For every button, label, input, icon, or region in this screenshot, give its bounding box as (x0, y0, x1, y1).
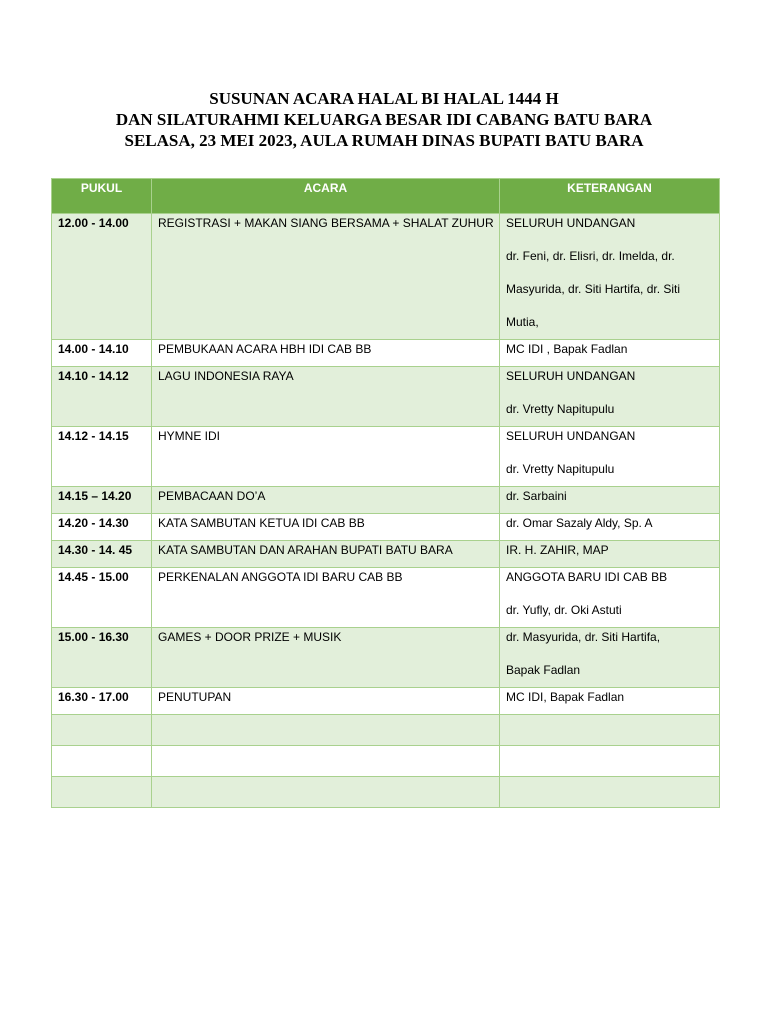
event-text: PERKENALAN ANGGOTA IDI BARU CAB BB (158, 570, 403, 584)
note-line: MC IDI , Bapak Fadlan (506, 342, 628, 356)
table-row (52, 367, 720, 427)
time-text: 16.30 - 17.00 (58, 690, 129, 704)
note-line: Masyurida, dr. Siti Hartifa, dr. Siti (506, 282, 681, 296)
table-row (52, 688, 720, 715)
event-text: PEMBACAAN DO’A (158, 489, 266, 503)
time-text: 12.00 - 14.00 (58, 216, 129, 230)
document-title (0, 88, 768, 151)
event-text: PENUTUPAN (158, 690, 232, 704)
time-text: 14.45 - 15.00 (58, 570, 129, 584)
event-cell (152, 688, 500, 715)
note-line: dr. Omar Sazaly Aldy, Sp. A (506, 516, 653, 530)
note-cell (500, 367, 720, 427)
time-text: 14.00 - 14.10 (58, 342, 129, 356)
column-header-time: PUKUL (52, 179, 152, 214)
note-line: dr. Vretty Napitupulu (506, 402, 615, 416)
event-text: HYMNE IDI (158, 429, 221, 443)
table-row (52, 427, 720, 487)
title-line-2: DAN SILATURAHMI KELUARGA BESAR IDI CABANG BATU BARA (115, 110, 653, 129)
empty-cell (152, 746, 500, 777)
empty-cell (152, 715, 500, 746)
empty-cell (52, 746, 152, 777)
title-line-3: SELASA, 23 MEI 2023, AULA RUMAH DINAS BUPATI BATU BARA (124, 131, 644, 150)
empty-cell (52, 777, 152, 808)
note-line: SELURUH UNDANGAN (506, 216, 636, 230)
empty-cell (500, 777, 720, 808)
table-row (52, 568, 720, 628)
time-cell (52, 427, 152, 487)
empty-row (52, 777, 720, 808)
event-text: GAMES + DOOR PRIZE + MUSIK (158, 630, 342, 644)
note-line: MC IDI, Bapak Fadlan (506, 690, 625, 704)
empty-cell (52, 715, 152, 746)
table-row (52, 628, 720, 688)
time-cell (52, 628, 152, 688)
time-text: 14.12 - 14.15 (58, 429, 129, 443)
note-cell (500, 427, 720, 487)
empty-cell (500, 715, 720, 746)
event-cell (152, 568, 500, 628)
note-line: dr. Sarbaini (506, 489, 567, 503)
time-text: 15.00 - 16.30 (58, 630, 129, 644)
note-line: SELURUH UNDANGAN (506, 369, 636, 383)
note-line: dr. Feni, dr. Elisri, dr. Imelda, dr. (506, 249, 675, 263)
empty-cell (152, 777, 500, 808)
note-cell (500, 628, 720, 688)
schedule-body (52, 214, 720, 808)
time-cell (52, 568, 152, 628)
time-text: 14.10 - 14.12 (58, 369, 129, 383)
note-cell (500, 214, 720, 340)
event-text: PEMBUKAAN ACARA HBH IDI CAB BB (158, 342, 372, 356)
note-line: Mutia, (506, 315, 539, 329)
empty-row (52, 746, 720, 777)
event-cell (152, 214, 500, 340)
event-text: KATA SAMBUTAN DAN ARAHAN BUPATI BATU BARA (158, 543, 453, 557)
empty-row (52, 715, 720, 746)
empty-cell (500, 746, 720, 777)
note-line: IR. H. ZAHIR, MAP (506, 543, 609, 557)
title-line-1: SUSUNAN ACARA HALAL BI HALAL 1444 H (209, 89, 559, 108)
note-line: dr. Masyurida, dr. Siti Hartifa, (506, 630, 661, 644)
time-text: 14.15 – 14.20 (58, 489, 132, 503)
column-header-event: ACARA (152, 179, 500, 214)
event-cell (152, 427, 500, 487)
note-cell (500, 568, 720, 628)
table-row (52, 214, 720, 340)
column-header-note: KETERANGAN (500, 179, 720, 214)
event-cell (152, 628, 500, 688)
time-cell (52, 688, 152, 715)
time-text: 14.30 - 14. 45 (58, 543, 133, 557)
event-text: KATA SAMBUTAN KETUA IDI CAB BB (158, 516, 365, 530)
note-cell (500, 688, 720, 715)
time-text: 14.20 - 14.30 (58, 516, 129, 530)
event-text: LAGU INDONESIA RAYA (158, 369, 294, 383)
schedule-table (51, 178, 720, 808)
event-cell (152, 367, 500, 427)
note-line: SELURUH UNDANGAN (506, 429, 636, 443)
event-text: REGISTRASI + MAKAN SIANG BERSAMA + SHALAT ZUHUR (158, 216, 494, 230)
note-line: ANGGOTA BARU IDI CAB BB (506, 570, 668, 584)
time-cell (52, 214, 152, 340)
note-line: dr. Yufly, dr. Oki Astuti (506, 603, 622, 617)
time-cell (52, 367, 152, 427)
note-line: dr. Vretty Napitupulu (506, 462, 615, 476)
note-line: Bapak Fadlan (506, 663, 581, 677)
